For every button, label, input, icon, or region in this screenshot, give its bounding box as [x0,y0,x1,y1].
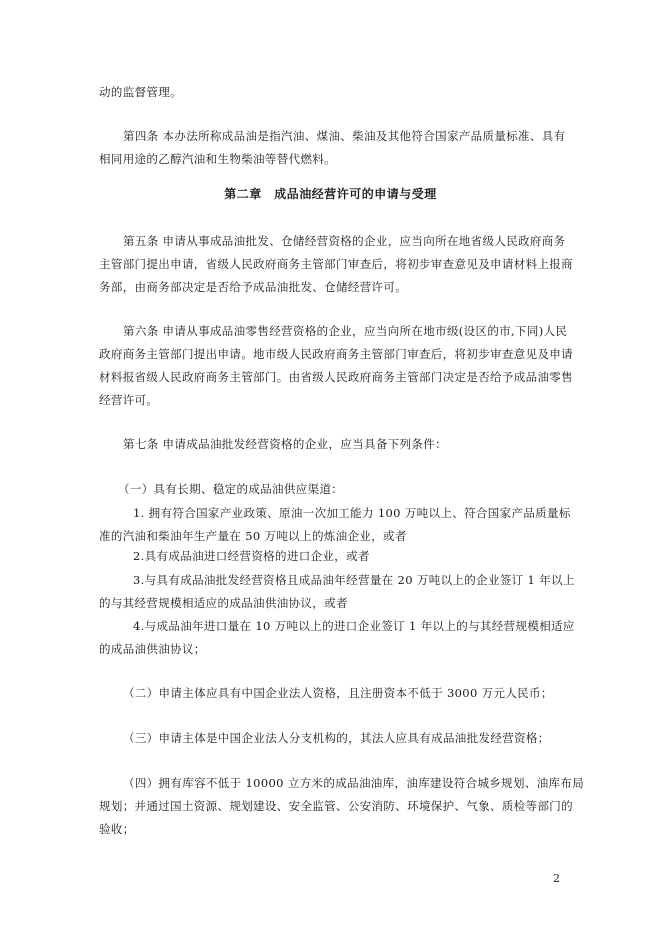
text-line: 相同用途的乙醇汽油和生物柴油等替代燃料。 [99,152,336,166]
page-number: 2 [553,872,560,885]
text-line-article-4: 第四条 本办法所称成品油是指汽油、煤油、柴油及其他符合国家产品质量标准、具有 [123,129,566,143]
text-line: 准的汽油和柴油年生产量在 50 万吨以上的炼油企业，或者 [99,529,407,543]
text-line: 经营许可。 [99,393,159,407]
text-line: 的成品油供油协议； [99,642,206,656]
text-line: 验收； [99,822,135,836]
text-line-item-3: （三）申请主体是中国企业法人分支机构的，其法人应具有成品油批发经营资格； [123,731,550,745]
text-line: 务部，由商务部决定是否给予成品油批发、仓储经营许可。 [99,280,408,294]
text-line-item-4: （四）拥有库容不低于 10000 立方米的成品油油库，油库建设符合城乡规划、油库布局 [123,776,585,790]
text-line-item-1: （一）具有长期、稳定的成品油供应渠道： [118,482,344,496]
text-line: 的与其经营规模相适应的成品油供油协议，或者 [99,596,348,610]
text-line-subitem-4: 4.与成品油年进口量在 10 万吨以上的进口企业签订 1 年以上的与其经营规模相适应 [133,619,575,633]
text-line-subitem-2: 2.具有成品油进口经营资格的进口企业，或者 [133,549,370,563]
chapter-heading: 第二章 成品油经营许可的申请与受理 [224,187,437,201]
text-line-subitem-3: 3.与具有成品油批发经营资格且成品油年经营量在 20 万吨以上的企业签订 1 年以上 [133,573,575,587]
text-line-article-5: 第五条 申请从事成品油批发、仓储经营资格的企业，应当向所在地省级人民政府商务 [123,234,566,248]
text-line-article-7: 第七条 申请成品油批发经营资格的企业，应当具备下列条件： [123,437,447,451]
text-line-subitem-1: 1. 拥有符合国家产业政策、原油一次加工能力 100 万吨以上、符合国家产品质量标 [133,506,571,520]
text-line: 主管部门提出申请，省级人民政府商务主管部门审查后，将初步审查意见及申请材料上报商 [99,257,573,271]
text-line: 动的监督管理。 [99,85,182,99]
text-line: 材料报省级人民政府商务主管部门。由省级人民政府商务主管部门决定是否给予成品油零售 [99,370,573,384]
text-line: 政府商务主管部门提出申请。地市级人民政府商务主管部门审查后，将初步审查意见及申请 [99,347,573,361]
text-line-item-2: （二）申请主体应具有中国企业法人资格，且注册资本不低于 3000 万元人民币； [123,686,553,700]
text-line: 规划；并通过国土资源、规划建设、安全监管、公安消防、环境保护、气象、质检等部门的 [99,799,573,813]
text-line-article-6: 第六条 申请从事成品油零售经营资格的企业，应当向所在地市级(设区的市,下同)人民 [123,324,568,338]
